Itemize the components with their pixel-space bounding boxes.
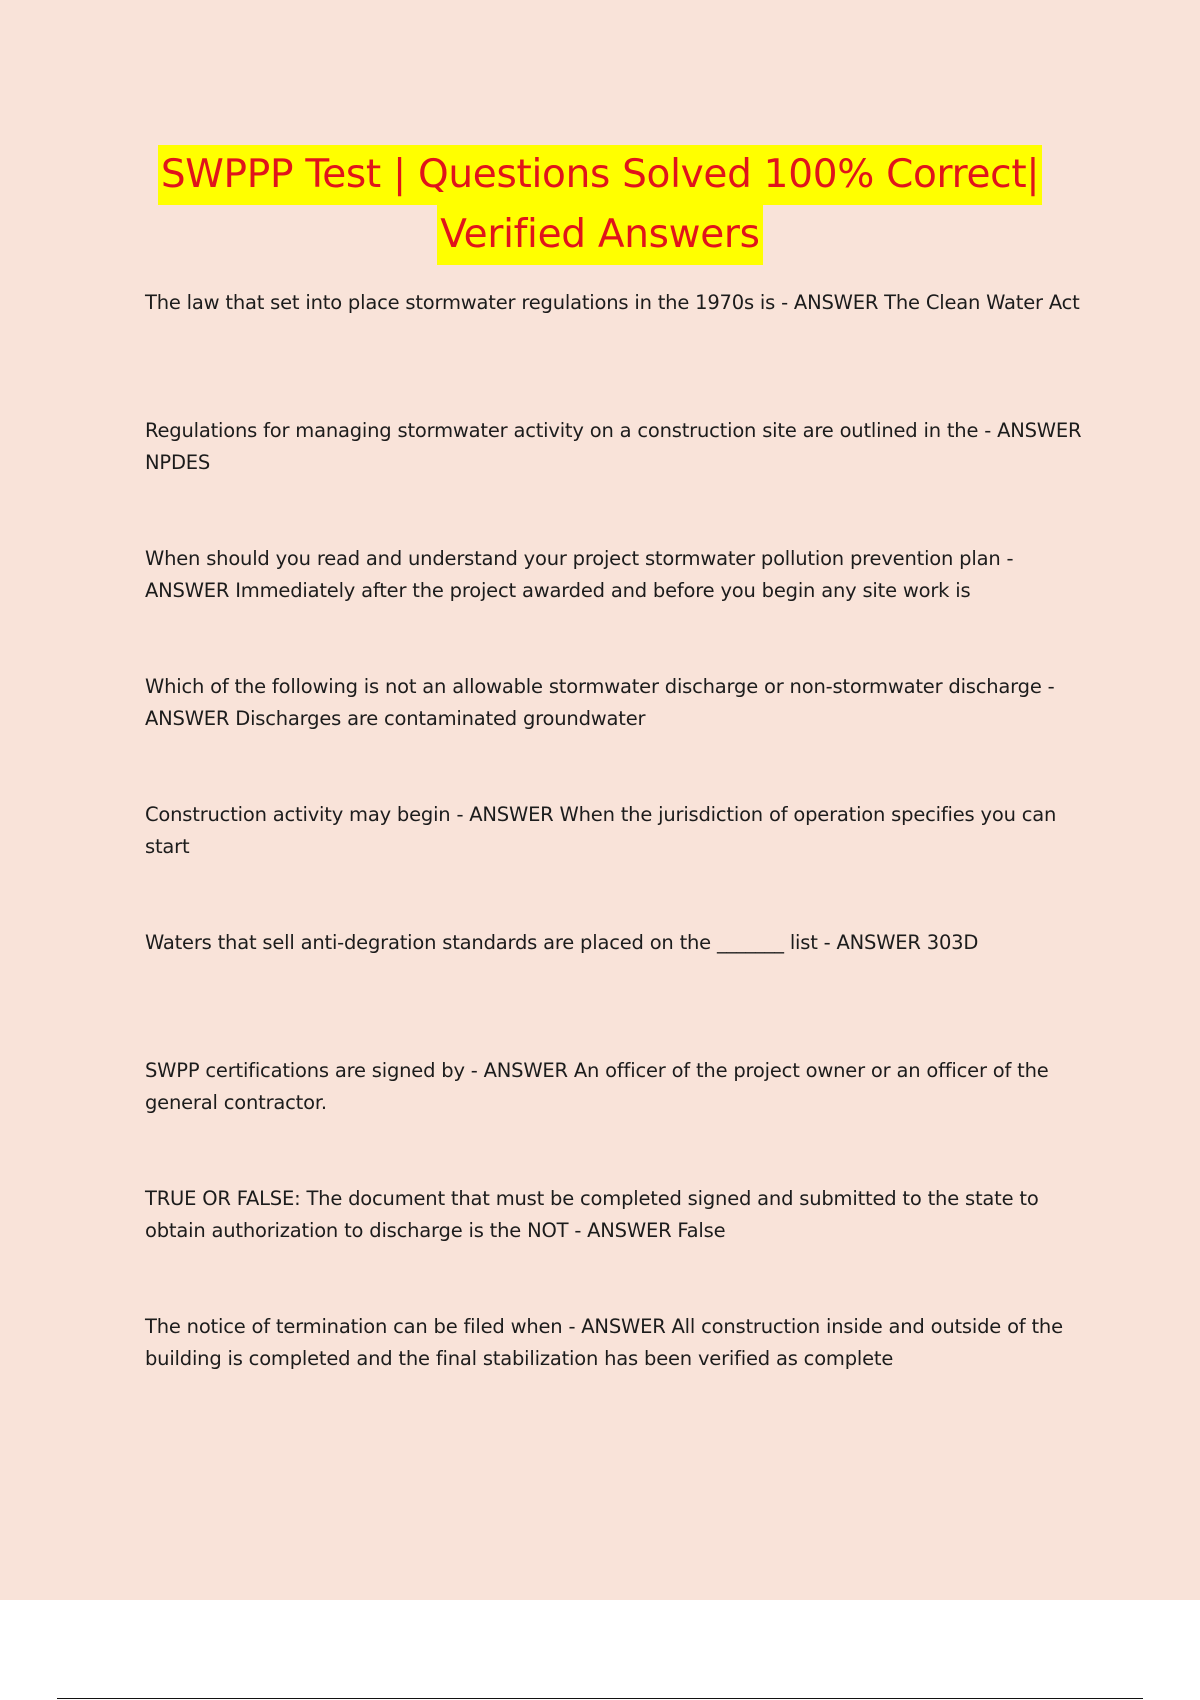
qa-item: When should you read and understand your project stormwater pollution prevention plan - ANSWER Immediately after the project awarded and before you begin any site work is bbox=[145, 547, 1014, 602]
qa-item: Waters that sell anti-degration standards are placed on the _______ list - ANSWER 303D bbox=[145, 931, 979, 954]
qa-item: TRUE OR FALSE: The document that must be completed signed and submitted to the state to obtain authorization to discharge is the NOT - ANSWER False bbox=[145, 1187, 1039, 1242]
qa-item: Regulations for managing stormwater activity on a construction site are outlined in the - ANSWER NPDES bbox=[145, 419, 1082, 474]
page-title bbox=[0, 145, 1200, 265]
title-line-1: SWPPP Test | Questions Solved 100% Correct| bbox=[158, 145, 1042, 205]
qa-item: SWPP certifications are signed by - ANSWER An officer of the project owner or an officer of the general contractor. bbox=[145, 1059, 1049, 1114]
qa-item: The notice of termination can be filed when - ANSWER All construction inside and outside of the building is completed and the final stabilization has been verified as complete bbox=[145, 1315, 1063, 1370]
qa-item: Which of the following is not an allowable stormwater discharge or non-stormwater discharge - ANSWER Discharges are contaminated groundwater bbox=[145, 675, 1055, 730]
page-footer-rule bbox=[57, 1698, 1143, 1699]
qa-item: The law that set into place stormwater regulations in the 1970s is - ANSWER The Clean Water Act bbox=[145, 291, 1080, 314]
question-answer-list bbox=[145, 287, 1090, 1439]
qa-item: Construction activity may begin - ANSWER When the jurisdiction of operation specifies you can start bbox=[145, 803, 1057, 858]
title-line-2: Verified Answers bbox=[437, 205, 762, 265]
